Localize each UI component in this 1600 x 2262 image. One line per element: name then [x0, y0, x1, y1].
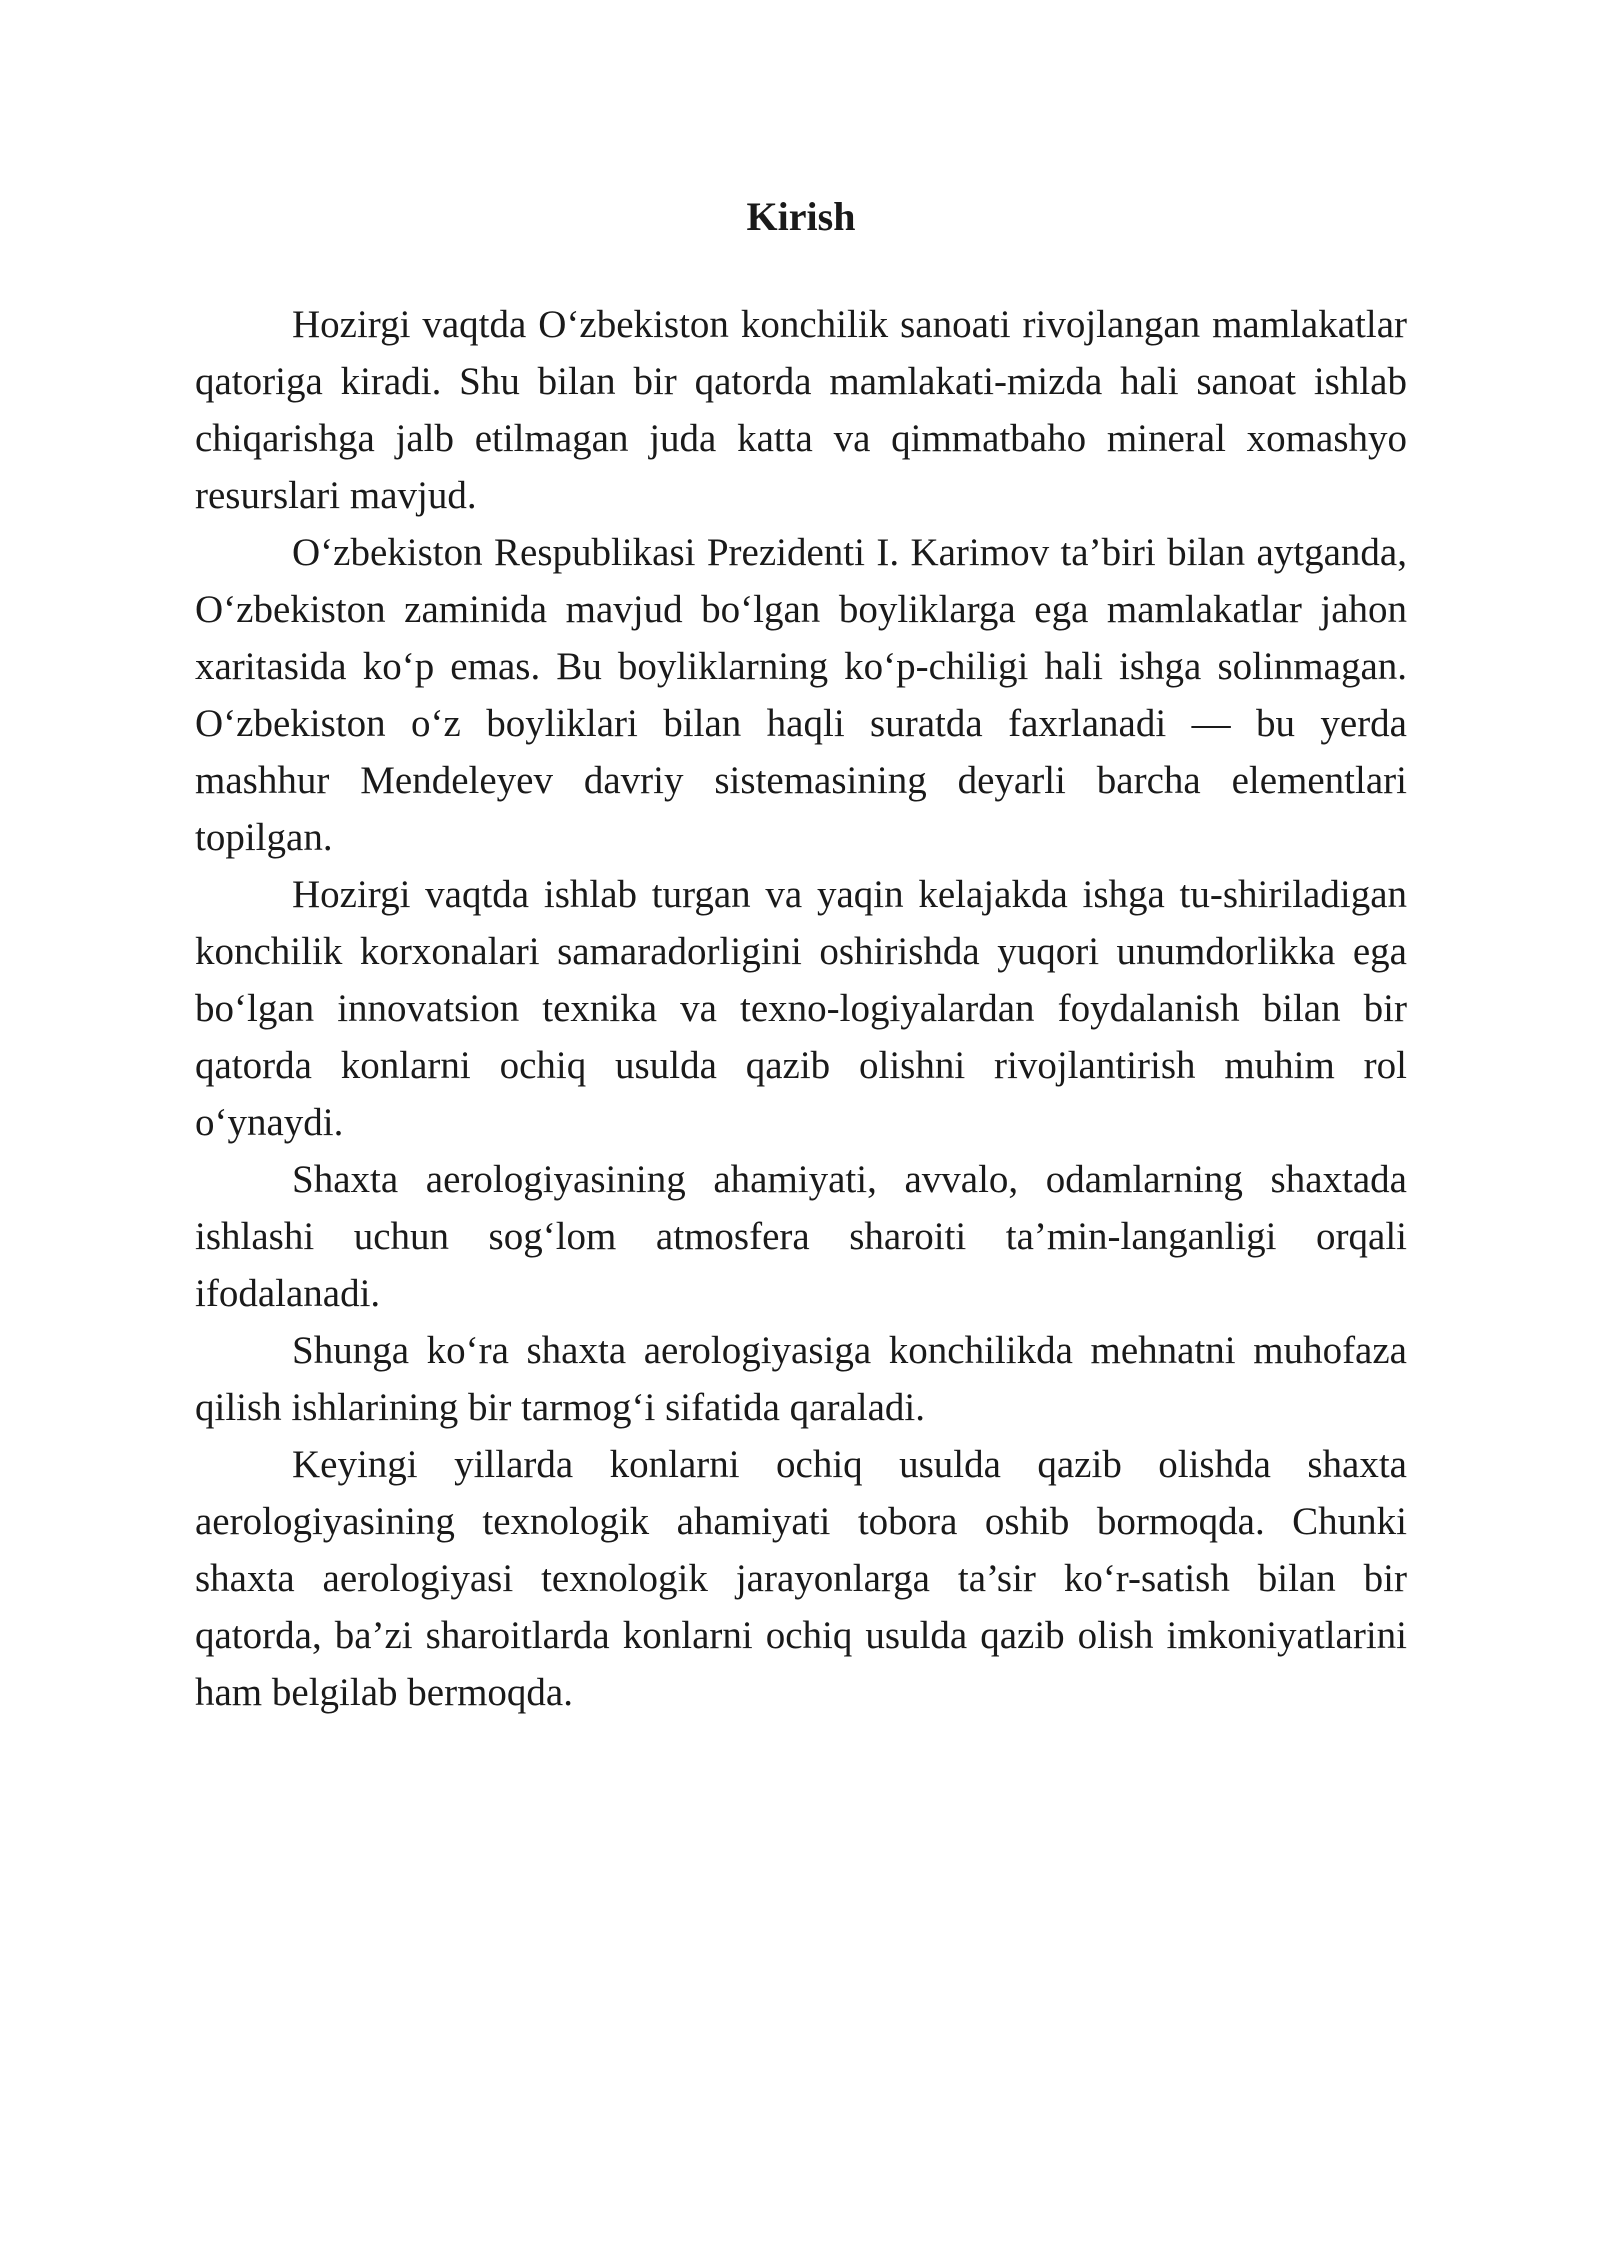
paragraph: Hozirgi vaqtda ishlab turgan va yaqin kelajakda ishga tu-shiriladigan konchilik korxonalari samaradorligini oshirishda yuqori unumdorlikka ega bo‘lgan innovatsion texnika va texno-logiyalardan foydalanish bilan bir qatorda konlarni ochiq usulda qazib olishni rivojlantirish muhim rol o‘ynaydi.: [195, 873, 1407, 1144]
paragraph: Hozirgi vaqtda O‘zbekiston konchilik sanoati rivojlangan mamlakatlar qatoriga kiradi. Shu bilan bir qatorda mamlakati-mizda hali sanoat ishlab chiqarishga jalb etilmagan juda katta va qimmatbaho mineral xomashyo resurslari mavjud.: [195, 303, 1407, 517]
paragraph: Shaxta aerologiyasining ahamiyati, avvalo, odamlarning shaxtada ishlashi uchun sog‘lom atmosfera sharoiti ta’min-langanligi orqali ifodalanadi.: [195, 1158, 1407, 1315]
paragraph: Shunga ko‘ra shaxta aerologiyasiga konchilikda mehnatni muhofaza qilish ishlarining bir tarmog‘i sifatida qaraladi.: [195, 1329, 1407, 1429]
paragraph: Keyingi yillarda konlarni ochiq usulda qazib olishda shaxta aerologiyasining texnologik ahamiyati tobora oshib bormoqda. Chunki shaxta aerologiyasi texnologik jarayonlarga ta’sir ko‘r-satish bilan bir qatorda, ba’zi sharoitlarda konlarni ochiq usulda qazib olish imkoniyatlarini ham belgilab bermoqda.: [195, 1443, 1407, 1714]
paragraph: O‘zbekiston Respublikasi Prezidenti I. Karimov ta’biri bilan aytganda, O‘zbekiston zaminida mavjud bo‘lgan boyliklarga ega mamlakatlar jahon xaritasida ko‘p emas. Bu boyliklarning ko‘p-chiligi hali ishga solinmagan. O‘zbekiston o‘z boyliklari bilan haqli suratda faxrlanadi — bu yerda mashhur Mendeleyev davriy sistemasining deyarli barcha elementlari topilgan.: [195, 531, 1407, 859]
page-title: Kirish: [746, 194, 856, 239]
document-body: [195, 190, 1407, 1721]
